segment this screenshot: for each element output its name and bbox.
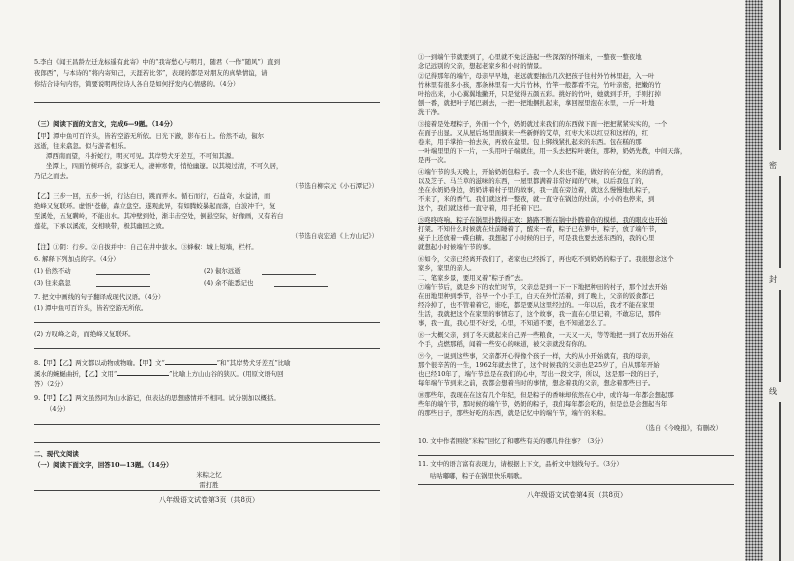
seal-line (779, 0, 781, 150)
p10-line-2: 些年的端午节，那时候的端午节，奶奶的粽子，我们每年都会吃的，但是总是会想起当年 (418, 400, 668, 408)
footer-rule (418, 484, 734, 485)
annotation-note: 【注】①阴：行步。②自拔并中：自己在井中拔水。③蜂椒：城上短墙，栏杆。 (34, 243, 258, 251)
article-source: （选自《今晚报》，有删改） (642, 424, 722, 432)
page-4-content (418, 53, 736, 553)
p7-line-4: 生活，我就把这个在家里的事情忘了，这个故事，我一直在心里记着，不敢忘记，那件 (418, 310, 661, 318)
p1-line-2: 念记远别的父亲，想起老家乡和小时的情景。 (418, 62, 546, 70)
p9-line-1: ⑨今，一说到这些事，父亲都开心得像个孩子一样，大约从小开始就有，我的母亲， (418, 352, 655, 360)
p8-line-2: 个手，点燃那稻，闻着一些安心的味道，被父亲就没有你的。 (418, 340, 591, 348)
p4-line-4: 不来了，米的香气。我们就这样一整夜，就一直守在锅边的灶前，小小的也停来，到 (418, 195, 655, 203)
q9-line-2: （4分） (46, 405, 70, 413)
p4-line-2: 以及芝子、马兰草的滋味的东西，一屋里都满着非常好闻的气味，以后我包了的， (418, 177, 649, 185)
seal-label-2: 封 (769, 275, 777, 284)
p5-line-1: ⑤咚咚咚响，粽子在锅里扑腾得正欢：路路不断在锅中扑腾着你的模样，我的眼皮也开始 (418, 216, 668, 224)
q8-line-2 (34, 369, 384, 378)
yi-source: （节选自袁宏道《上方山记》） (291, 232, 378, 240)
p2-line-5: 洗干净。 (418, 108, 444, 116)
footer-rule (34, 490, 380, 491)
q8-part-2: ”和“其岸势犬牙差互”比喻 (216, 359, 291, 367)
p7-line-3: 经冷掉了，也不管着着它，谁吃，都是要从这里经过的。一年以后，我才不能在家里 (418, 301, 655, 309)
jia-source: （节选自柳宗元《小石潭记》） (291, 182, 378, 190)
q8-part-3: 溪水的蜿蜒曲折，【乙】文用“ (34, 370, 118, 378)
p5-line-2: 打架。不知什么时候就在灶前睡着了，醒来一看，粽子已在箩中，粽子，放了端午节， (418, 225, 661, 233)
p2-line-2: 竹林里有很多小孩，那条林里有一大片竹林，竹竿一般都看不完，竹叶亲密，把嫩的竹 (418, 81, 661, 89)
q8-part-4: ”比喻上方山山谷的狭仄。(用原文语句回 (169, 370, 284, 378)
q8-blank-1[interactable] (165, 358, 217, 365)
q6-blank-3[interactable] (96, 286, 150, 287)
seal-label-1: 密 (769, 161, 777, 170)
q7-2: (2) 方叹峰之奇，而绝峰又复联环。 (34, 330, 135, 338)
jia-line-5: 乃记之而去。 (34, 172, 73, 180)
q9-line-1: 9.【甲】【乙】两文虽然同为山水游记，但表达的思想感情并不相同。试分别加以概括。 (34, 394, 280, 402)
p7-line-1: ⑦端午节后，就是乡下的农忙时节，父亲总是到一下一下地把种田的村子，那个过去开始 (418, 283, 668, 291)
q6-item-2: (2) 俶尔远逝 (204, 267, 241, 275)
yi-line-3: 至溪处，五复瞒岭，不能出水。其冲壁到处，渐丰击空处，倒悬空际，好像画，又有若白 (34, 212, 284, 220)
p9-line-3: 也已经10年了，端午节总是在我们的心中，写出一段文字，所以，这是那一段的日子， (418, 370, 663, 378)
jia-line-3: 潭西南而望，斗折蛇行，明灭可见。其岸势犬牙差互，不可知其源。 (46, 152, 238, 160)
p7-intro: 二、笔家乡景，要用叉着“粽子香”去。 (418, 274, 527, 282)
p4-line-5: 这个，我们就这样一直守着，用手托着下巴。 (418, 204, 546, 212)
q6-item-3: (3) 往来翕忽 (34, 279, 71, 287)
q8-part-1: 8.【甲】【乙】两文都以动物或物喻。【甲】文“ (34, 359, 165, 367)
page-3-footer: 八年级语文试卷第3页（共8页） (159, 496, 259, 504)
q5-line-1: 5.李白《闻王昌龄左迁龙标遥有此寄》中的“我寄愁心与明月，随君（一作“随风”）直到 (34, 58, 280, 66)
halftone-strip (745, 0, 763, 561)
p2-line-1: ②记得那年的端午，母亲早早地，老远就要抽出几次把孩子往村外竹林里赶，入一叶 (418, 72, 655, 80)
p3-line-1: ③接着是处理粽子，外面一个个，奶奶就过来我们的东西做下面一把把紧紧实实的，一个 (418, 120, 668, 128)
p3-line-5: 是再一次。 (418, 156, 450, 164)
article-author: 雷打胜 (199, 481, 219, 489)
answer-line (34, 102, 380, 103)
yi-line-1: 【乙】三步一回，五步一折，行达白日，跳而弄水。循石而行，石益奇，水益清，而 (34, 192, 271, 200)
page-4-footer: 八年级语文试卷第4页（共8页） (527, 491, 627, 499)
q10-answer-line[interactable] (418, 455, 734, 456)
q8-blank-2[interactable] (117, 369, 169, 376)
p2-line-4: 刨一番，就把叶子尾巴剥去，一把一把地捆扎起来，拿回屋里泡在水里，一斤一叶地 (418, 99, 655, 107)
q9-answer-line-2[interactable] (34, 442, 380, 443)
seal-line (779, 176, 781, 268)
jia-line-2: 远逝，往来翕忽。似与游者相乐。 (34, 142, 130, 150)
p4-line-1: ④端午节的头天晚上，开始奶奶包粽子。我一个人来也不能，做好的在分配，米的清香， (418, 168, 668, 176)
q6-item-4: (4) 余不能悉记也 (204, 279, 254, 287)
q11-title: 11. 文中的语言富有表现力，请根据上下文，品析文中划线句子。（3分） (418, 460, 623, 468)
q8-line-1 (34, 358, 384, 367)
p1-line-1: ①一到端午节就要到了，心里就不免泛涟起一些深深的怀缅来，一整夜一整夜地 (418, 53, 642, 61)
q10-title: 10. 文中作者围绕“米粽”回忆了和哪些有关的哪几件往事？（3分） (418, 437, 607, 445)
jia-line-4: 坐潭上，四面竹树环合，寂寥无人，凄神寒骨，悄怆幽邃。以其境过清，不可久居， (46, 162, 283, 170)
page-4 (400, 0, 745, 561)
q7-title: 7. 把文中画线的句子翻译成现代汉语。（4分） (34, 293, 165, 301)
q7-1-answer-line[interactable] (34, 322, 380, 323)
q6-item-1: (1) 佁然不动 (34, 267, 71, 275)
q6-title: 6. 解释下列加点的字。（4分） (34, 255, 120, 263)
q7-1: (1) 潭中鱼可百许头，皆若空游无所依。 (34, 304, 148, 312)
yi-line-2: 绝峰又复联环。虚悟¹苍藤，森立盘空。遂观此异，有如腾蛟暴起而落，白波冲千²，复 (34, 202, 276, 210)
p10-line-1: ⑩那些年，我现在在这有几个年纪，但是粽子的香味却依然在心中，或许每一年都会想起那 (418, 391, 674, 399)
seal-line (779, 290, 781, 382)
q7-2-answer-line[interactable] (34, 348, 380, 349)
q6-blank-4[interactable] (274, 286, 328, 287)
p7-line-5: 事，我一直，我心里不好受，心里，不知道不要，也不知道怎么了。 (418, 319, 610, 327)
p9-line-4: 每年端午节到来之前，我都会想着当时的事情，想念着我的父亲，想念着那些日子。 (418, 379, 655, 387)
q5-line-3: 你结合诗句内容，简要说明两位诗人各自是如何抒发内心情感的。（4分） (34, 80, 240, 88)
q8-line-3: 答）（2分） (34, 380, 67, 388)
p8-line-1: ⑧一大概父亲，到了冬天就起来自己弄一些粮食，一天又一天，等等地把一到了农历开始在 (418, 331, 674, 339)
q9-answer-line-1[interactable] (34, 424, 380, 425)
article-title: 米粽之忆 (196, 471, 222, 479)
q5-line-2: 夜郎西”，与本诗的“将内寄知己，天涯若比邻”，表现的都是对朋友的真挚情谊，请 (34, 69, 268, 77)
p9-line-2: 那个很辛苦的一生，1962年就去世了，这个时候我的父亲也是25岁了，自从那年开始 (418, 361, 660, 369)
section2-title: 二、现代文阅读 (34, 450, 79, 458)
p3-line-3: 卷来，用手掌拍一拍去灰，再放在盆里。包上绑线紧扎起来的东西。包在糕的那 (418, 138, 642, 146)
seal-line (779, 402, 781, 561)
p7-line-2: 在田地里种到季节，谷早一个小手工，白天在外忙活着，到了晚上，父亲的饭食都已 (418, 292, 655, 300)
p3-line-2: 在面子出显。又从屋后场里面摘来一些新鲜的艾草，红枣大米以红豆和这样的，红 (418, 129, 649, 137)
jia-line-1: 【甲】潭中鱼可百许头，皆若空游无所依。日光下澈，影布石上。佁然不动，俶尔 (34, 132, 265, 140)
seal-label-3: 线 (769, 387, 777, 396)
q6-blank-1[interactable] (96, 274, 150, 275)
p5-line-4: 就想起小时候端午节的事。 (418, 243, 495, 251)
p5-line-3: 桌子上还放着一碟白糖。我想起了小时候的日子，可是我也要去送东西的，我的心里 (418, 234, 655, 242)
q6-blank-2[interactable] (262, 274, 316, 275)
page-3-content (34, 58, 384, 558)
binding-strip (745, 0, 794, 561)
p6-line-2: 家乡，家里的亲人。 (418, 264, 476, 272)
p3-line-4: 一叶端里里的下一片，一头用叶子端就住，用一头去把粽叶裹住，那种，奶奶先教，中间天落， (418, 147, 687, 155)
p2-line-3: 叶抬出来，小心翼翼地撇开，只是觉得五颜五彩。挑好的竹叶，她就到手开，手则打掉 (418, 90, 661, 98)
p6-line-1: ⑥如今，父亲已经离开我们了，老家也已经拆了，再也吃不到奶奶的粽子了。我很想念这个 (418, 255, 674, 263)
yi-line-4: 莲花，下承以溪流，交相映带，极其幽回之致。 (34, 222, 169, 230)
p10-line-3: 的那些日子，那些好吃的东西，就是记忆中的端午节，端午的米粽。 (418, 409, 610, 417)
q11-quote: 咕咕嘟嘟，粽子在锅里快乐唱歌。 (430, 472, 526, 480)
p4-line-3: 坐在水奶奶身边，奶奶讲着村子里的故事，我一直在旁边着，就这么慢慢地扎粽子， (418, 186, 655, 194)
section3-title: （三）阅读下面的文言文，完成6—9题。（14分） (34, 120, 177, 128)
section2-subtitle: （一）阅读下面文字，回答10—13题。（14分） (34, 461, 173, 469)
